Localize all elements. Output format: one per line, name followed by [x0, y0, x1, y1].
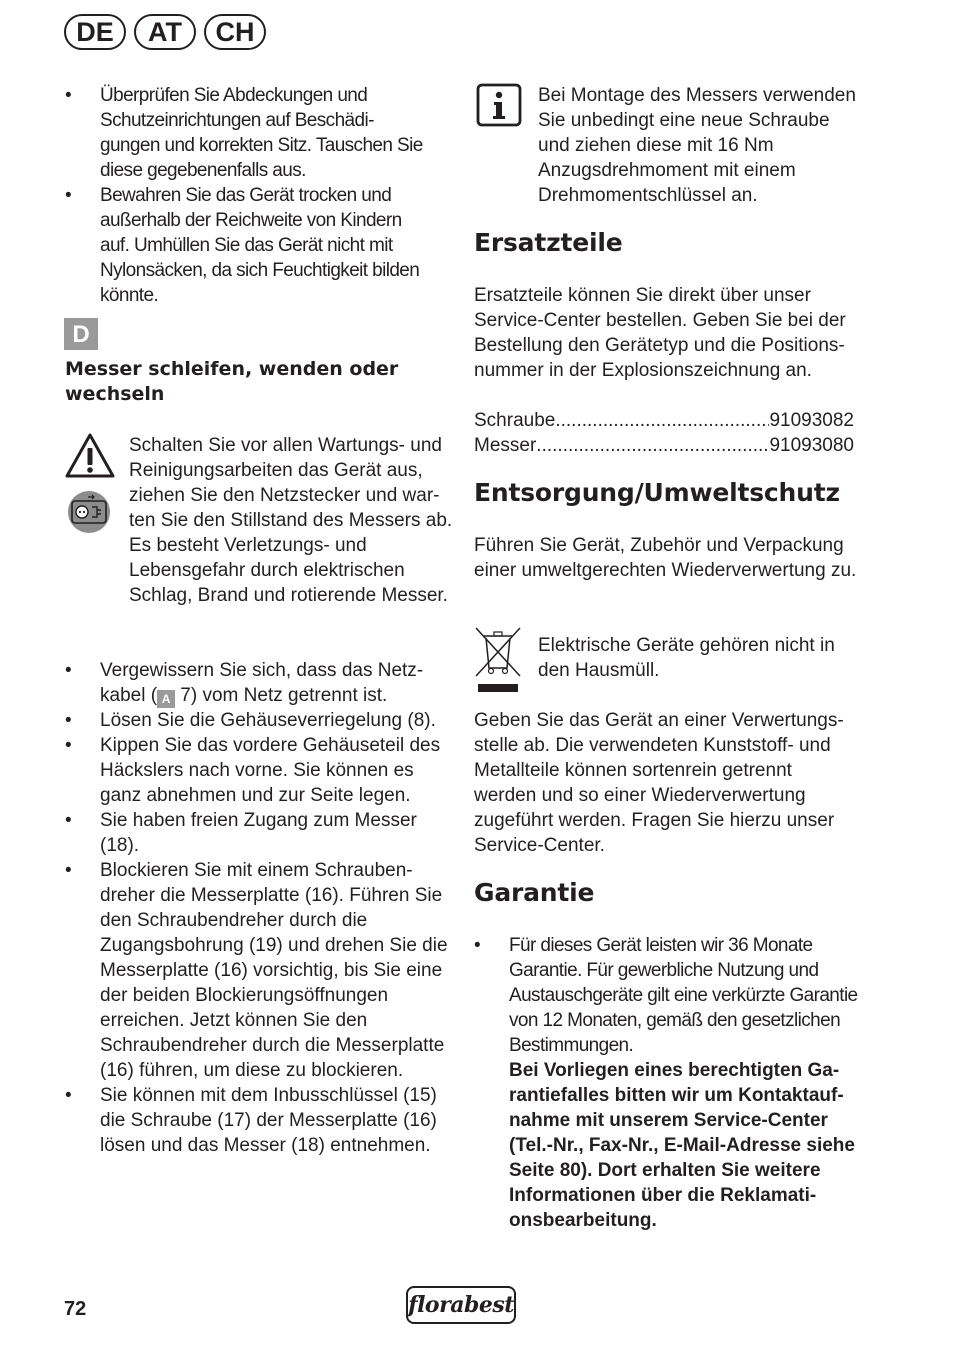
garantie-bold-text: Bei Vorliegen eines berechtigten Garantiefalles bitten wir um Kontaktaufnahme mit unserem Service-Center (Tel.-Nr., Fax-Nr., E-Mail-Adresse siehe Seite 80). Dort erhalten Sie weitere Informationen über die Reklamationsbearbeitung. — [509, 1060, 855, 1231]
heading-garantie: Garantie — [474, 878, 595, 907]
list-item: • Bewahren Sie das Gerät trocken und außerhalb der Reichweite von Kindern auf. Umhüllen Sie das Gerät nicht mit Nylonsäcken, da sich Feuchtigkeit bilden könnte. — [65, 183, 425, 308]
unplug-icon — [66, 489, 112, 535]
figure-a-marker: A — [157, 690, 175, 708]
garantie-text: Für dieses Gerät leisten wir 36 Monate Garantie. Für gewerbliche Nutzung und Austauschgeräte gilt eine verkürzte Garantie von 12 Monaten, gemäß den gesetzlichen Bestimmungen. — [509, 935, 858, 1056]
list-item: • Überprüfen Sie Abdeckungen und Schutzeinrichtungen auf Beschädigungen und korrekten Sitz. Tauschen Sie diese gegebenenfalls aus. — [65, 83, 425, 183]
part-row — [474, 408, 854, 433]
ersatzteile-text: Ersatzteile können Sie direkt über unser Service-Center bestellen. Geben Sie bei der Bestellung den Gerätetyp und die Positionsnummer in der Explosionszeichnung an. — [474, 285, 846, 381]
florabest-logo: florabest — [406, 1286, 516, 1324]
info-text: Bei Montage des Messers verwenden Sie unbedingt eine neue Schraube und ziehen diese mit 16 Nm Anzugsdrehmoment mit einem Drehmomentschlüssel an. — [538, 85, 856, 206]
section-marker: D — [64, 318, 98, 350]
weee-text: Elektrische Geräte gehören nicht in den Hausmüll. — [538, 635, 835, 681]
list-item: • Blockieren Sie mit einem Schraubendreher die Messerplatte (16). Führen Sie den Schraubendreher durch die Zugangsbohrung (19) und drehen Sie die Messerplatte (16) vorsichtig, bis Sie eine der beiden Blockierungsöffnungen erreichen. Jetzt können Sie den Schraubendreher durch die Messerplatte (16) führen, um diese zu blockieren. — [65, 858, 455, 1083]
page-number: 72 — [64, 1298, 87, 1320]
warning-text: Schalten Sie vor allen Wartungs- und Reinigungsarbeiten das Gerät aus, ziehen Sie den Netzstecker und warten Sie den Stillstand des Messers ab. Es besteht Verletzungs- und Lebensgefahr durch elektrischen Schlag, Brand und rotierende Messer. — [129, 435, 453, 606]
steps-bullet-list — [65, 658, 455, 1158]
garantie-list — [474, 933, 859, 1233]
part-number: 91093082 — [769, 410, 854, 431]
entsorgung-text: Führen Sie Gerät, Zubehör und Verpackung einer umweltgerechten Wiederverwertung zu. — [474, 535, 857, 581]
badge-de: DE — [64, 14, 126, 50]
heading-ersatzteile: Ersatzteile — [474, 228, 623, 257]
parts-list — [474, 408, 854, 458]
list-item: • Sie haben freien Zugang zum Messer (18). — [65, 808, 455, 858]
entsorgung-text-2: Geben Sie das Gerät an einer Verwertungsstelle ab. Die verwendeten Kunststoff- und Metallteile können sortenrein getrennt werden und so einer Wiederverwertung zugeführt werden. Fragen Sie hierzu unser Service-Center. — [474, 710, 844, 856]
section-subheading: Messer schleifen, wenden oder wechseln — [65, 358, 399, 405]
care-bullet-list — [65, 83, 425, 308]
info-icon — [476, 83, 522, 129]
part-name: Messer — [474, 435, 537, 456]
part-number: 91093080 — [769, 435, 854, 456]
leader-dots — [536, 433, 769, 458]
list-item — [65, 658, 455, 708]
part-row — [474, 433, 854, 458]
kabel-text-before: Vergewissern Sie sich, dass das Netzkabel ( — [100, 660, 424, 706]
list-item: • Sie können mit dem Inbusschlüssel (15) die Schraube (17) der Messerplatte (16) lösen und das Messer (18) entnehmen. — [65, 1083, 455, 1158]
badge-ch: CH — [204, 14, 266, 50]
list-item — [474, 933, 859, 1233]
part-name: Schraube — [474, 410, 556, 431]
badge-at: AT — [134, 14, 196, 50]
warning-icon — [64, 432, 116, 480]
crossed-bin-icon — [472, 624, 524, 694]
leader-dots — [555, 408, 769, 433]
heading-entsorgung: Entsorgung/Umweltschutz — [474, 478, 840, 507]
country-badges — [64, 14, 266, 50]
list-item: • Lösen Sie die Gehäuseverriegelung (8). — [65, 708, 455, 733]
list-item: • Kippen Sie das vordere Gehäuseteil des Häckslers nach vorne. Sie können es ganz abnehmen und zur Seite legen. — [65, 733, 455, 808]
kabel-text-after: 7) vom Netz getrennt ist. — [175, 685, 388, 706]
